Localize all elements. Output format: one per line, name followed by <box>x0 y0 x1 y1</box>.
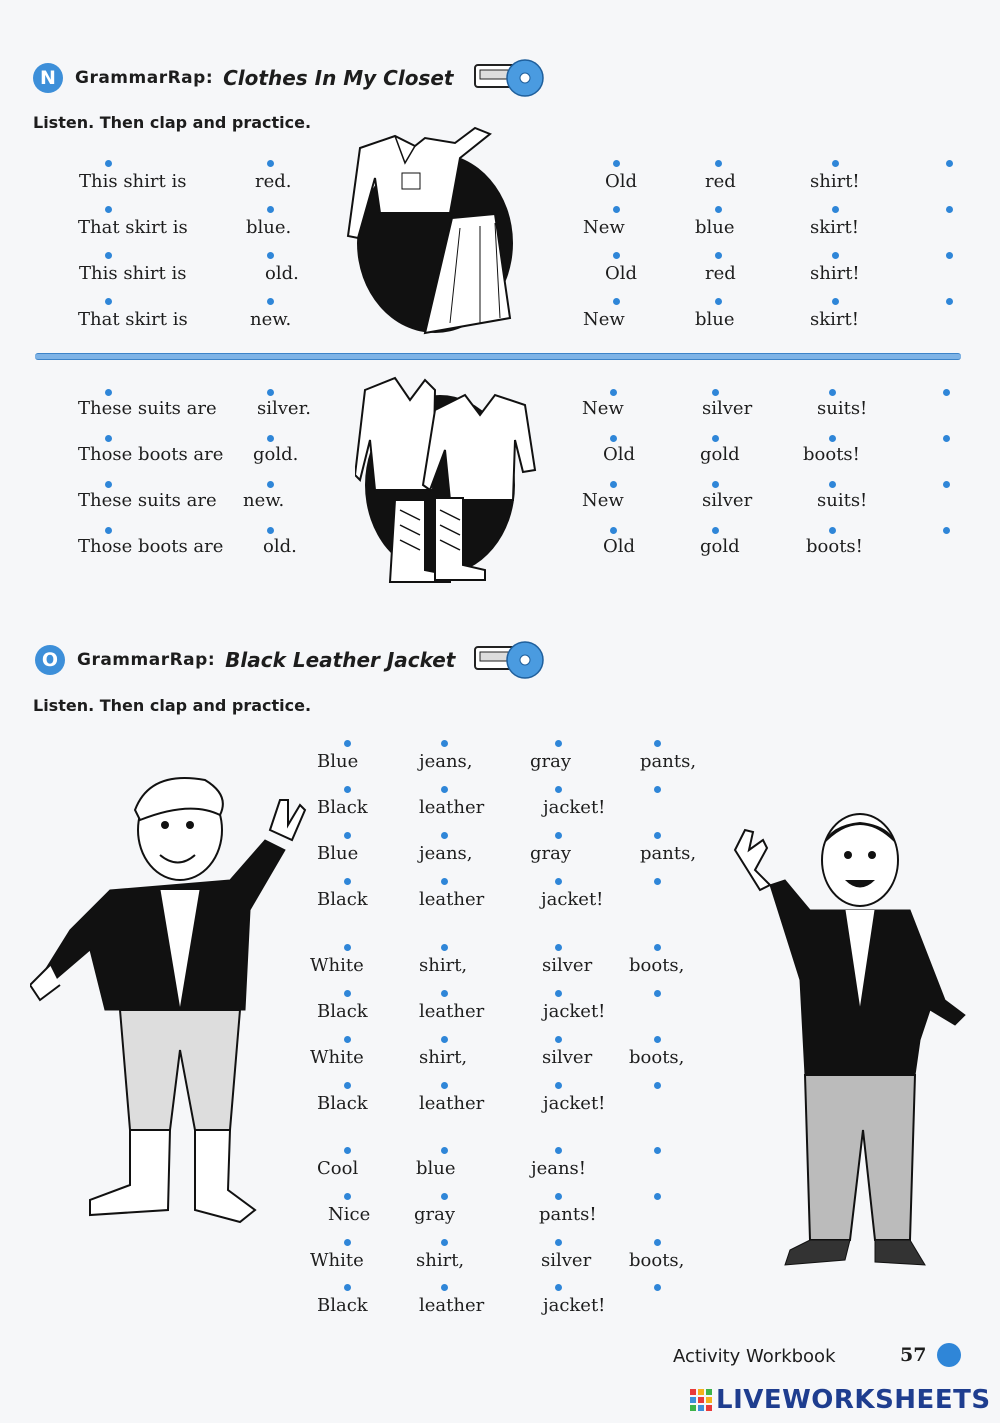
rap-word: jacket! <box>543 1295 606 1316</box>
liveworksheets-logo[interactable] <box>690 1385 991 1415</box>
beat-dot <box>441 944 448 951</box>
beat-dot <box>654 740 661 747</box>
rap-word: shirt, <box>416 1250 465 1271</box>
rap-word: blue <box>416 1158 456 1179</box>
rap-word: Black <box>317 1001 368 1022</box>
beat-dot <box>654 1036 661 1043</box>
rap-word: White <box>310 955 364 976</box>
beat-dot <box>441 1284 448 1291</box>
beat-dot <box>344 1239 351 1246</box>
rap-word: silver <box>542 1047 593 1068</box>
rap-word: Blue <box>317 843 359 864</box>
beat-dot <box>555 1239 562 1246</box>
beat-dot <box>654 1147 661 1154</box>
beat-dot <box>654 944 661 951</box>
rap-word: pants, <box>640 751 697 772</box>
grammarrap-label: GrammarRap: <box>75 68 214 88</box>
section-n-header <box>33 61 549 95</box>
section-title: Clothes In My Closet <box>223 66 454 90</box>
brand-name: LIVEWORKSHEETS <box>716 1385 991 1415</box>
beat-dot <box>344 878 351 885</box>
beat-dot <box>654 786 661 793</box>
beat-dot <box>555 990 562 997</box>
beat-dot <box>555 1284 562 1291</box>
rap-word: jacket! <box>543 1093 606 1114</box>
rap-word: jeans! <box>531 1158 587 1179</box>
rap-word: shirt, <box>419 1047 468 1068</box>
rap-word: White <box>310 1047 364 1068</box>
boy-illustration <box>30 770 320 1240</box>
beat-dot <box>555 878 562 885</box>
beat-dot <box>344 1082 351 1089</box>
rap-word: Blue <box>317 751 359 772</box>
beat-dot <box>654 990 661 997</box>
grammarrap-label: GrammarRap: <box>77 650 216 670</box>
rap-word: gray <box>414 1204 456 1225</box>
rap-word: silver <box>541 1250 592 1271</box>
rap-word: Cool <box>317 1158 359 1179</box>
rap-word: gray <box>530 843 572 864</box>
beat-dot <box>344 990 351 997</box>
book-title: Activity Workbook <box>673 1346 836 1367</box>
beat-dot <box>555 1036 562 1043</box>
rap-word: pants, <box>640 843 697 864</box>
beat-dot <box>441 1036 448 1043</box>
beat-dot <box>555 832 562 839</box>
beat-dot <box>654 1082 661 1089</box>
audio-cd-icon[interactable] <box>473 639 549 681</box>
beat-dot <box>344 1036 351 1043</box>
beat-dot <box>344 1147 351 1154</box>
beat-dot <box>441 878 448 885</box>
beat-dot <box>344 740 351 747</box>
rap-word: boots, <box>629 1047 685 1068</box>
beat-dot <box>555 786 562 793</box>
beat-dot <box>344 832 351 839</box>
rap-word: boots, <box>629 1250 685 1271</box>
rap-word: White <box>310 1250 364 1271</box>
beat-dot <box>441 832 448 839</box>
beat-dot <box>344 944 351 951</box>
man-illustration <box>715 810 975 1290</box>
rap-word: silver <box>542 955 593 976</box>
instruction: Listen. Then clap and practice. <box>33 113 312 132</box>
beat-dot <box>344 1284 351 1291</box>
beat-dot <box>654 1193 661 1200</box>
rap-word: jacket! <box>543 797 606 818</box>
beat-dot <box>555 1082 562 1089</box>
rap-word: jeans, <box>419 843 473 864</box>
beat-dot <box>441 1193 448 1200</box>
beat-dot <box>555 944 562 951</box>
rap-word: Black <box>317 889 368 910</box>
page-number: 57 <box>900 1344 927 1366</box>
rap-word: leather <box>419 797 485 818</box>
beat-dot <box>654 1284 661 1291</box>
beat-dot <box>654 1239 661 1246</box>
grid-logo-icon <box>690 1389 712 1411</box>
beat-dot <box>555 1193 562 1200</box>
section-title: Black Leather Jacket <box>225 648 456 672</box>
beat-dot <box>654 832 661 839</box>
page-marker-icon <box>937 1343 961 1367</box>
beat-dot <box>441 786 448 793</box>
shirt-skirt-illustration <box>340 118 520 343</box>
beat-dot <box>344 1193 351 1200</box>
beat-dot <box>555 1147 562 1154</box>
rap-word: jacket! <box>543 1001 606 1022</box>
beat-dot <box>441 1239 448 1246</box>
beat-dot <box>441 1147 448 1154</box>
rap-word: Nice <box>328 1204 371 1225</box>
beat-dot <box>344 786 351 793</box>
beat-dot <box>555 740 562 747</box>
beat-dot <box>441 740 448 747</box>
rap-word: pants! <box>539 1204 597 1225</box>
rap-word: gray <box>530 751 572 772</box>
beat-dot <box>441 1082 448 1089</box>
instruction: Listen. Then clap and practice. <box>33 696 312 715</box>
rap-word: leather <box>419 889 485 910</box>
beat-dot <box>441 990 448 997</box>
section-o-header <box>35 643 549 677</box>
audio-cd-icon[interactable] <box>473 57 549 99</box>
rap-word: jeans, <box>419 751 473 772</box>
rap-word: boots, <box>629 955 685 976</box>
section-badge: N <box>33 63 63 93</box>
section-divider <box>35 353 961 360</box>
suits-boots-illustration <box>355 370 545 590</box>
rap-word: leather <box>419 1295 485 1316</box>
rap-word: Black <box>317 797 368 818</box>
rap-word: Black <box>317 1093 368 1114</box>
beat-dot <box>654 878 661 885</box>
rap-word: leather <box>419 1093 485 1114</box>
rap-word: leather <box>419 1001 485 1022</box>
rap-word: Black <box>317 1295 368 1316</box>
rap-word: shirt, <box>419 955 468 976</box>
section-badge: O <box>35 645 65 675</box>
rap-word: jacket! <box>541 889 604 910</box>
